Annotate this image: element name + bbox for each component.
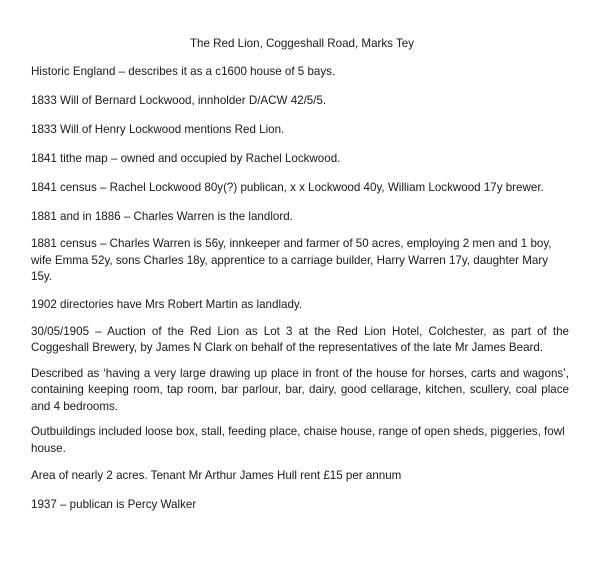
paragraph-tithe-map: 1841 tithe map – owned and occupied by Rachel Lockwood.: [31, 152, 341, 165]
paragraph-will-henry: 1833 Will of Henry Lockwood mentions Red Lion.: [31, 123, 285, 136]
paragraph-landlord-1881: 1881 and in 1886 – Charles Warren is the landlord.: [31, 210, 293, 223]
paragraph-auction-1905: 30/05/1905 – Auction of the Red Lion as Lot 3 at the Red Lion Hotel, Colchester, as part of the Coggeshall Brewery, by James N Clark on behalf of the representatives of the late Mr James Beard.: [31, 324, 569, 354]
paragraph-will-bernard: 1833 Will of Bernard Lockwood, innholder D/ACW 42/5/5.: [31, 94, 327, 107]
paragraph-census-1881: 1881 census – Charles Warren is 56y, innkeeper and farmer of 50 acres, employing 2 men and 1 boy, wife Emma 52y, sons Charles 18y, apprentice to a carriage builder, Harry Warren 17y, daughter Mary 15y.: [31, 237, 552, 283]
paragraph-directories-1902: 1902 directories have Mrs Robert Martin as landlady.: [31, 297, 303, 311]
paragraph-area-tenant: Area of nearly 2 acres. Tenant Mr Arthur James Hull rent £15 per annum: [31, 469, 402, 482]
paragraph-census-1841: 1841 census – Rachel Lockwood 80y(?) publican, x x Lockwood 40y, William Lockwood 17y brewer.: [31, 181, 544, 194]
paragraph-historic-england: Historic England – describes it as a c1600 house of 5 bays.: [31, 65, 336, 78]
paragraph-publican-1937: 1937 – publican is Percy Walker: [31, 498, 197, 511]
document-title: The Red Lion, Coggeshall Road, Marks Tey: [189, 37, 415, 50]
paragraph-outbuildings: Outbuildings included loose box, stall, feeding place, chaise house, range of open sheds, piggeries, fowl house.: [31, 425, 565, 455]
document-page: [31, 36, 569, 524]
paragraph-description: Described as ‘having a very large drawing up place in front of the house for horses, carts and wagons’, containing keeping room, tap room, bar parlour, bar, dairy, good cellarage, kitchen, scullery, coal place and 4 bedrooms.: [31, 366, 569, 413]
